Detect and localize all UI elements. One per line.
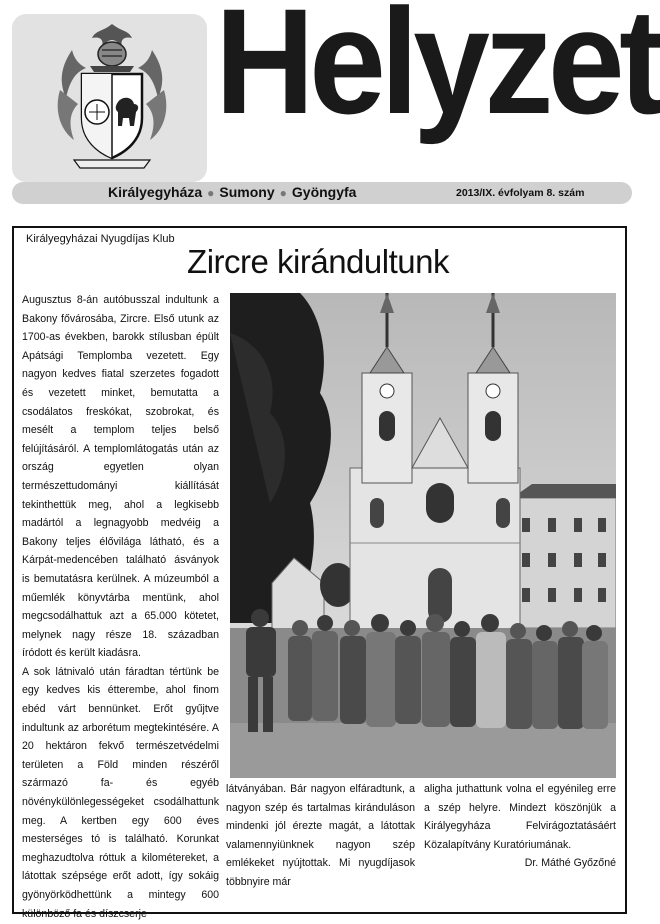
coat-of-arms-icon bbox=[52, 20, 172, 178]
article-column-2 bbox=[226, 780, 415, 892]
masthead bbox=[0, 0, 660, 215]
masthead-title: Helyzet bbox=[215, 0, 660, 145]
article-column-3 bbox=[424, 780, 616, 873]
town-list bbox=[108, 184, 356, 200]
article-paragraph: A sok látnivaló után fáradtan tértünk be egy kedves kis étterembe, ahol finom ebéd várt bennünket. Erőt gyűjtve indultunk az arborétum megtekintésére. A 20 hektáron fekvő természetvédelmi területen a Föld minden részéről származó fa- és egyéb növénykülönlegességeket csodálhattunk meg. A kertben egy 600 éves mesterséges tó is található. Korunkat meghazudtolva róttuk a kilométereket, a látottak szépsége erőt adott, így sokáig gyönyörködhettünk a mintegy 600 különböző fa és díszcserje bbox=[22, 665, 219, 920]
issue-number: 2013/IX. évfolyam 8. szám bbox=[456, 187, 585, 199]
article-kicker: Királyegyházai Nyugdíjas Klub bbox=[26, 233, 175, 245]
separator-dot-icon: ● bbox=[207, 186, 215, 200]
article-signature: Dr. Máthé Győzőné bbox=[524, 857, 616, 870]
article-paragraph: aligha juthattunk volna el egyénileg erre a szép helyre. Mindezt köszönjük a Királyegyháza Felvirágoztatásáért Közalapítvány Kuratóriumának. bbox=[424, 783, 616, 851]
article-paragraph: Augusztus 8-án autóbusszal indultunk a Bakony fővárosába, Zircre. Első utunk az 1700-as években, barokk stílusban épült Apátsági Templomba vezetett. Egy nagyon kedves fiatal szerzetes fogadott és vezetett minket, bemutatta a csodálatos freskókat, szobrokat, és mesélt a templom teljes belső felújításáról. A templomlátogatás után az ország egyetlen olyan természettudományi kiállítását tekinthettük meg, ahol a legkisebb madártól a legnagyobb medvéig a Bakony teljes élővilága látható, és a Kárpát-medencében található ásványok is bemutatásra kerülnek. A múzeumból a műemlék könyvtárba mentünk, ahol megcsodálhattuk azt a 65.000 kötetet, melynek nagy része 18. században íródott és került kiadásra. bbox=[22, 294, 219, 660]
town-name: Gyöngyfa bbox=[291, 184, 357, 200]
town-name: Sumony bbox=[219, 184, 275, 200]
article-paragraph: látványában. Bár nagyon elfáradtunk, a nagyon szép és tartalmas kiránduláson mindenki jól érezte magát, a látottak valamennyiünknek nagyon szép emlékeket nyújtottak. Mi nyugdíjasok többnyire már bbox=[226, 783, 415, 888]
church-group-photo bbox=[230, 293, 616, 778]
town-name: Királyegyháza bbox=[108, 184, 203, 200]
article-column-1 bbox=[22, 291, 219, 923]
article-headline: Zircre kirándultunk bbox=[187, 243, 449, 280]
crest-panel bbox=[12, 14, 207, 182]
separator-dot-icon: ● bbox=[279, 186, 287, 200]
